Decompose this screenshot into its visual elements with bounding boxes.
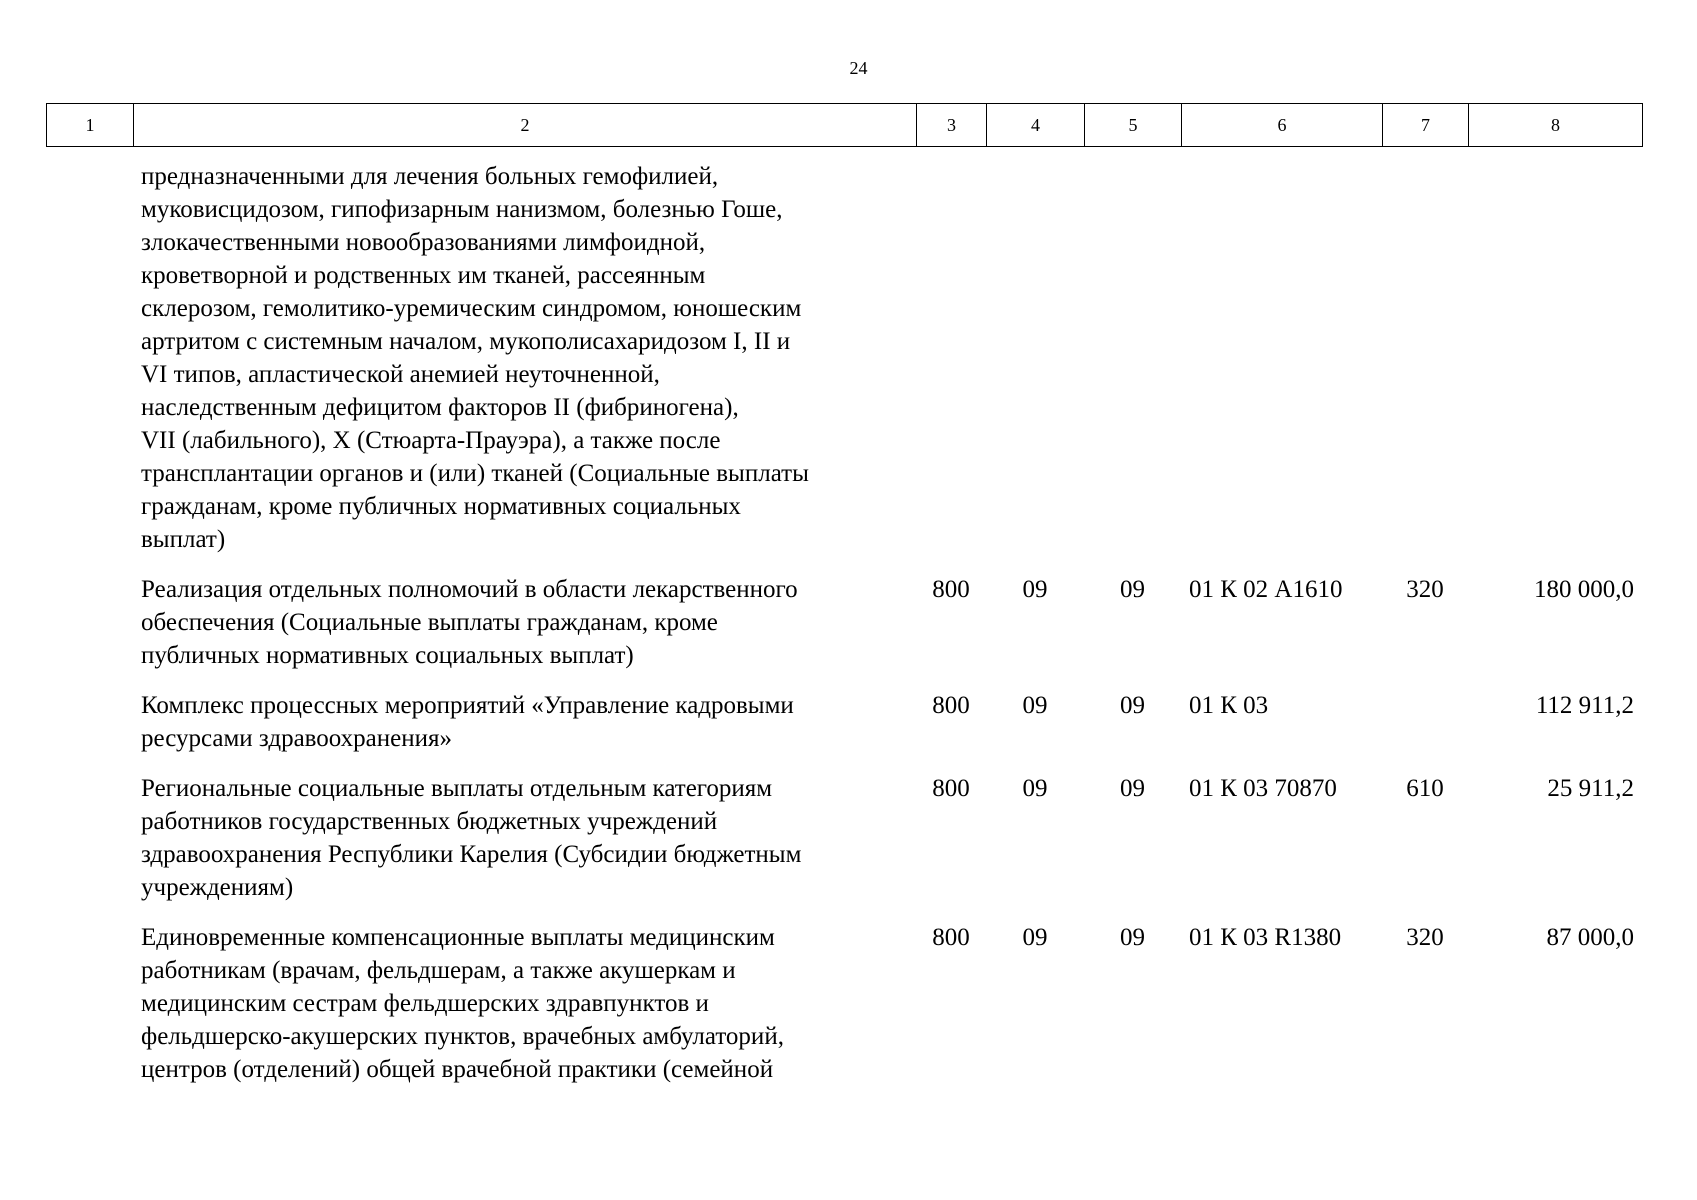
row-description xyxy=(46,772,916,921)
description-line: гражданам, кроме публичных нормативных социальных xyxy=(141,493,741,520)
description-line: работникам (врачам, фельдшерам, а также акушеркам и xyxy=(141,957,736,984)
section-code-cell: 09 xyxy=(1022,692,1048,719)
description-line: здравоохранения Республики Карелия (Субсидии бюджетным xyxy=(141,841,802,868)
table-row xyxy=(46,772,1642,921)
description-line: учреждениям) xyxy=(141,874,294,901)
subsection-code-cell: 09 xyxy=(1120,576,1145,603)
target-article-code-cell xyxy=(1181,160,1382,573)
header-cell-8: 8 xyxy=(1469,104,1643,147)
section-code-cell: 09 xyxy=(1022,924,1048,951)
description-line: предназначенными для лечения больных гемофилией, xyxy=(141,163,719,190)
section-code-cell: 09 xyxy=(1022,775,1048,802)
amount-cell: 87 000,0 xyxy=(1546,924,1634,951)
target-article-code-cell: 01 К 03 R1380 xyxy=(1189,924,1342,951)
expense-type-code-cell: 320 xyxy=(1406,576,1444,603)
description-line: муковисцидозом, гипофизарным нанизмом, болезнью Гоше, xyxy=(141,196,783,223)
section-code-cell xyxy=(986,160,1084,573)
table-row xyxy=(46,689,1642,772)
admin-code-cell: 800 xyxy=(932,692,970,719)
target-article-code-cell: 01 К 03 70870 xyxy=(1189,775,1337,802)
expense-type-code-cell: 610 xyxy=(1406,775,1444,802)
expense-type-code-cell xyxy=(1382,160,1468,573)
description-line: фельдшерско-акушерских пунктов, врачебных амбулаторий, xyxy=(141,1023,784,1050)
table-row xyxy=(46,160,1642,573)
description-line: публичных нормативных социальных выплат) xyxy=(141,642,634,669)
description-line: Реализация отдельных полномочий в области лекарственного xyxy=(141,576,798,603)
description-line: склерозом, гемолитико-уремическим синдромом, юношеским xyxy=(141,295,802,322)
expense-type-code-cell: 320 xyxy=(1406,924,1444,951)
column-number-header xyxy=(46,103,1643,147)
description-line: VI типов, апластической анемией неуточненной, xyxy=(141,361,660,388)
admin-code-cell xyxy=(916,160,986,573)
description-line: ресурсами здравоохранения» xyxy=(141,725,453,752)
header-cell-4: 4 xyxy=(987,104,1085,147)
description-line: наследственным дефицитом факторов II (фибриногена), xyxy=(141,394,739,421)
description-line: злокачественными новообразованиями лимфоидной, xyxy=(141,229,706,256)
description-line: выплат) xyxy=(141,526,226,553)
table-row xyxy=(46,921,1642,1103)
subsection-code-cell: 09 xyxy=(1120,775,1145,802)
description-line: артритом с системным началом, мукополисахаридозом I, II и xyxy=(141,328,791,355)
page-number: 24 xyxy=(849,58,868,78)
amount-cell xyxy=(1468,160,1642,573)
amount-cell: 112 911,2 xyxy=(1535,692,1634,719)
description-line: Единовременные компенсационные выплаты медицинским xyxy=(141,924,775,951)
description-line: Региональные социальные выплаты отдельным категориям xyxy=(141,775,773,802)
subsection-code-cell: 09 xyxy=(1120,924,1145,951)
expense-type-code-cell xyxy=(1382,689,1468,772)
header-cell-1: 1 xyxy=(47,104,134,147)
row-description xyxy=(46,921,916,1103)
header-row xyxy=(47,104,1643,147)
header-cell-7: 7 xyxy=(1383,104,1469,147)
header-cell-2: 2 xyxy=(134,104,917,147)
header-cell-3: 3 xyxy=(917,104,987,147)
description-line: VII (лабильного), X (Стюарта-Прауэра), а также после xyxy=(141,427,721,454)
header-cell-5: 5 xyxy=(1085,104,1182,147)
budget-table-body xyxy=(46,160,1642,1103)
section-code-cell: 09 xyxy=(1022,576,1048,603)
amount-cell: 25 911,2 xyxy=(1547,775,1634,802)
admin-code-cell: 800 xyxy=(932,775,970,802)
description-line: кроветворной и родственных им тканей, рассеянным xyxy=(141,262,706,289)
description-line: медицинским сестрам фельдшерских здравпунктов и xyxy=(141,990,709,1017)
subsection-code-cell: 09 xyxy=(1120,692,1145,719)
row-description xyxy=(46,573,916,689)
row-description xyxy=(46,160,916,573)
admin-code-cell: 800 xyxy=(932,576,970,603)
target-article-code-cell: 01 К 02 А1610 xyxy=(1189,576,1343,603)
table-row xyxy=(46,573,1642,689)
amount-cell: 180 000,0 xyxy=(1534,576,1634,603)
row-description xyxy=(46,689,916,772)
description-line: центров (отделений) общей врачебной практики (семейной xyxy=(141,1056,774,1083)
target-article-code-cell: 01 К 03 xyxy=(1189,692,1269,719)
description-line: трансплантации органов и (или) тканей (Социальные выплаты xyxy=(141,460,809,487)
description-line: Комплекс процессных мероприятий «Управление кадровыми xyxy=(141,692,794,719)
description-line: работников государственных бюджетных учреждений xyxy=(141,808,718,835)
description-line: обеспечения (Социальные выплаты гражданам, кроме xyxy=(141,609,718,636)
header-cell-6: 6 xyxy=(1182,104,1383,147)
admin-code-cell: 800 xyxy=(932,924,970,951)
subsection-code-cell xyxy=(1084,160,1181,573)
